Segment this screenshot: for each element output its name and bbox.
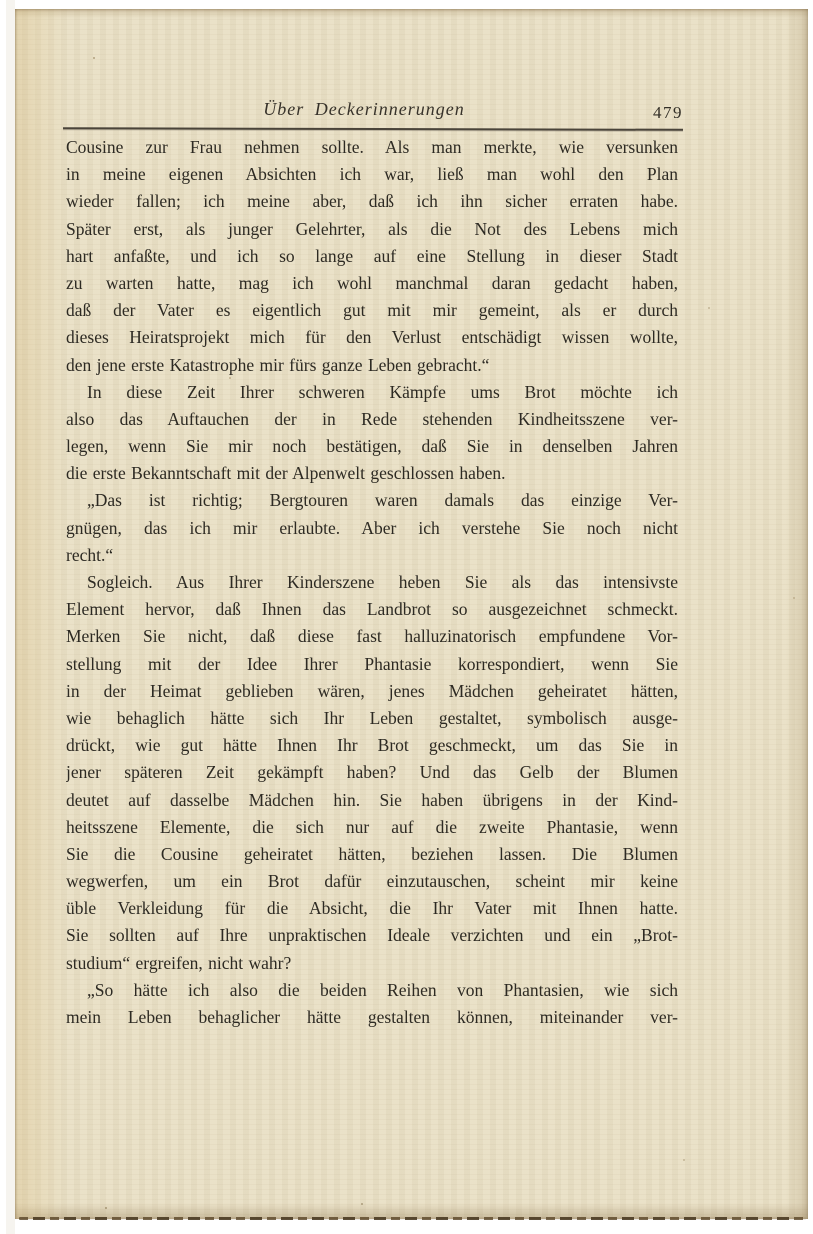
text-line: in meine eigenen Absichten ich war, ließ man wohl den Plan xyxy=(66,164,678,185)
text-line: den jene erste Katastrophe mir fürs ganze Leben gebracht.“ xyxy=(66,354,490,375)
text-block xyxy=(66,134,678,1031)
header-rule xyxy=(63,127,683,131)
text-line: jener späteren Zeit gekämpft haben? Und das Gelb der Blumen xyxy=(66,762,678,783)
text-line: „So hätte ich also die beiden Reihen von Phantasien, wie sich xyxy=(87,979,678,1000)
text-line: drückt, wie gut hätte Ihnen Ihr Brot geschmeckt, um das Sie in xyxy=(66,735,678,756)
text-line: also das Auftauchen der in Rede stehenden Kindheitsszene ver- xyxy=(66,408,678,429)
text-line: zu warten hatte, mag ich wohl manchmal daran gedacht haben, xyxy=(66,272,678,293)
text-line: wie behaglich hätte sich Ihr Leben gestaltet, symbolisch ausge- xyxy=(66,707,678,728)
book-paper xyxy=(15,9,808,1219)
text-line: recht.“ xyxy=(66,544,114,565)
text-line: Später erst, als junger Gelehrter, als die Not des Lebens mich xyxy=(66,218,678,239)
text-line: legen, wenn Sie mir noch bestätigen, daß Sie in denselben Jahren xyxy=(66,436,678,457)
text-line: gnügen, das ich mir erlaubte. Aber ich verstehe Sie noch nicht xyxy=(66,517,678,538)
text-line: daß der Vater es eigentlich gut mit mir gemeint, als er durch xyxy=(66,300,678,321)
text-line: Sogleich. Aus Ihrer Kinderszene heben Sie als das intensivste xyxy=(87,572,678,592)
text-line: hart anfaßte, und ich so lange auf eine Stellung in dieser Stadt xyxy=(66,245,678,266)
text-line: deutet auf dasselbe Mädchen hin. Sie haben übrigens in der Kind- xyxy=(66,789,678,810)
text-line: Merken Sie nicht, daß diese fast halluzinatorisch empfundene Vor- xyxy=(66,626,678,647)
text-line: stellung mit der Idee Ihrer Phantasie korrespondiert, wenn Sie xyxy=(66,653,678,674)
text-line: In diese Zeit Ihrer schweren Kämpfe ums Brot möchte ich xyxy=(87,381,678,402)
text-line: mein Leben behaglicher hätte gestalten können, miteinander ver- xyxy=(66,1007,678,1027)
text-line: dieses Heiratsprojekt mich für den Verlust entschädigt wissen wollte, xyxy=(66,327,678,348)
text-line: Sie sollten auf Ihre unpraktischen Ideale verzichten und ein „Brot- xyxy=(66,925,678,946)
running-title: Über Deckerinnerungen xyxy=(263,99,465,119)
paper-specks xyxy=(93,57,95,59)
text-line: Cousine zur Frau nehmen sollte. Als man merkte, wie versunken xyxy=(66,137,678,157)
text-line: üble Verkleidung für die Absicht, die Ihr Vater mit Ihnen hatte. xyxy=(66,898,678,919)
text-line: Element hervor, daß Ihnen das Landbrot so ausgezeichnet schmeckt. xyxy=(66,599,678,620)
text-line: wegwerfen, um ein Brot dafür einzutauschen, scheint mir keine xyxy=(66,871,678,892)
text-line: „Das ist richtig; Bergtouren waren damals das einzige Ver- xyxy=(87,490,678,511)
text-line: Sie die Cousine geheiratet hätten, beziehen lassen. Die Blumen xyxy=(66,843,678,864)
page-number: 479 xyxy=(653,103,683,122)
text-line: die erste Bekanntschaft mit der Alpenwelt geschlossen haben. xyxy=(66,463,506,484)
text-line: in der Heimat geblieben wären, jenes Mädchen geheiratet hätten, xyxy=(66,680,678,701)
text-line: wieder fallen; ich meine aber, daß ich ihn sicher erraten habe. xyxy=(66,191,678,212)
page-header xyxy=(66,93,683,123)
text-line: heitsszene Elemente, die sich nur auf die zweite Phantasie, wenn xyxy=(66,816,678,837)
text-line: studium“ ergreifen, nicht wahr? xyxy=(66,952,292,973)
